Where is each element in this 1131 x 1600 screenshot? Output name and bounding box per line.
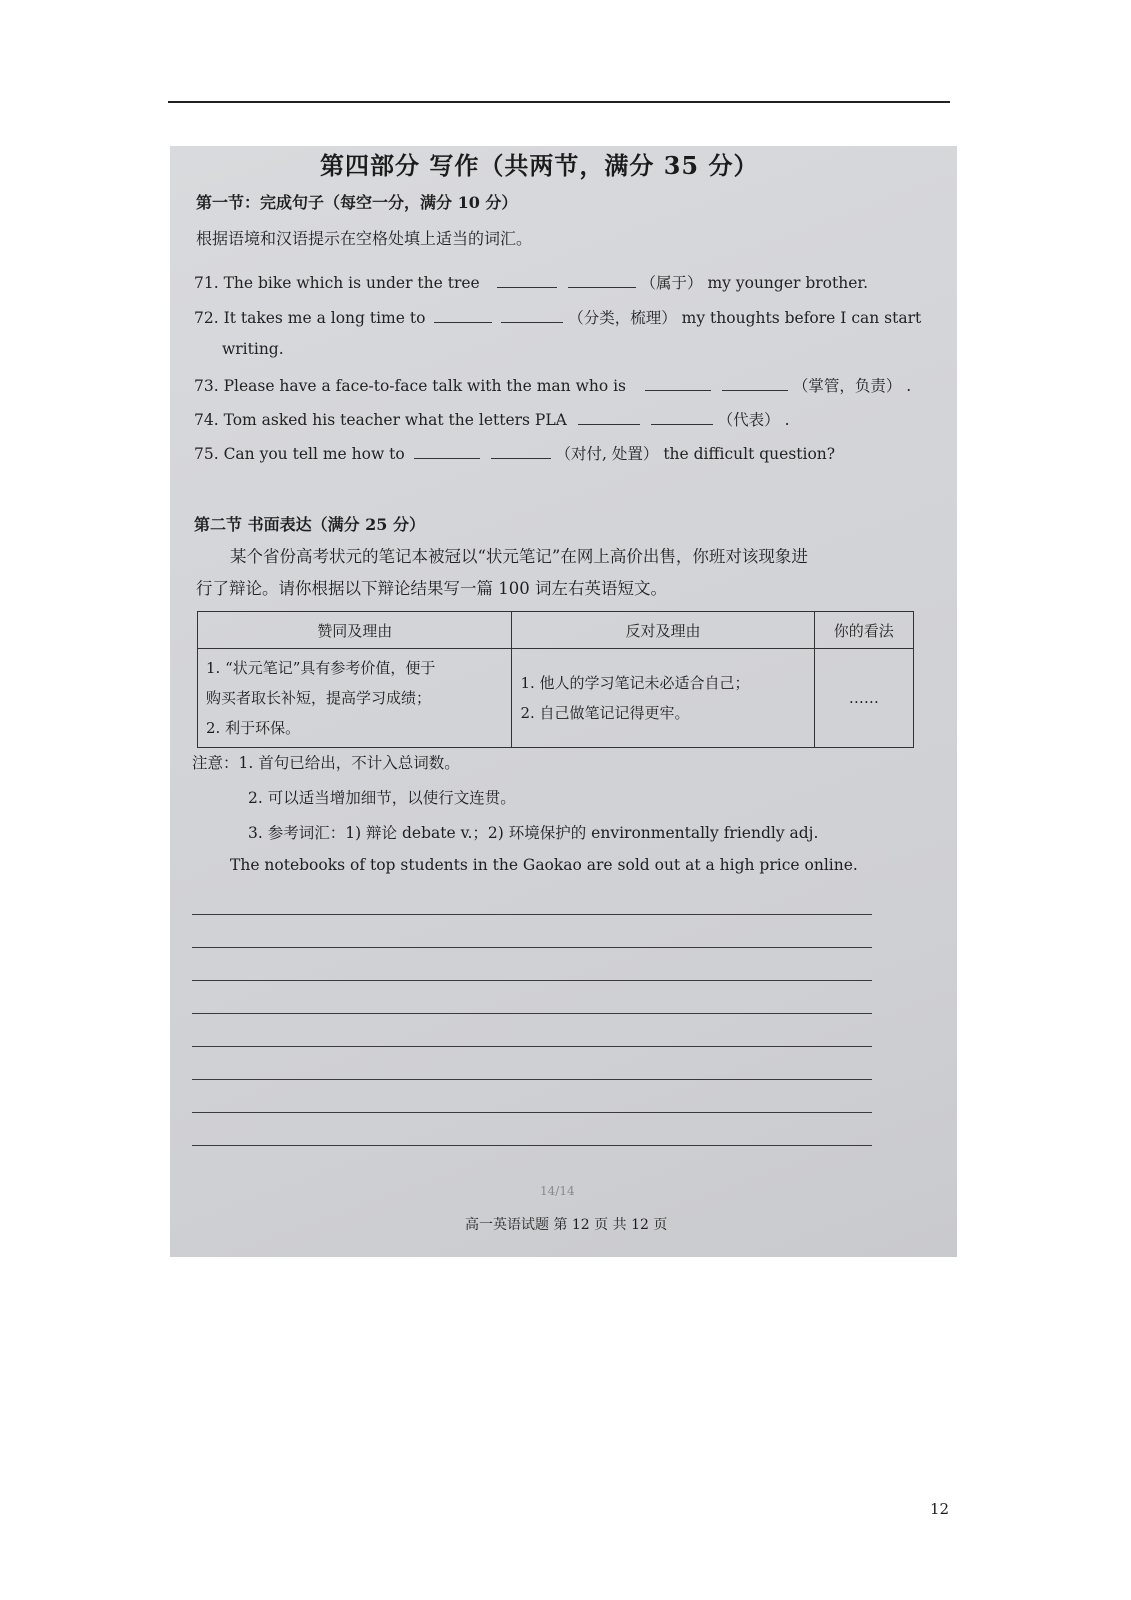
answer-blank[interactable] — [497, 273, 557, 288]
question-71: 71. The bike which is under the tree （属于） my younger brother. — [194, 274, 869, 292]
writing-line[interactable] — [192, 914, 872, 915]
exam-photo — [170, 146, 957, 1257]
writing-line[interactable] — [192, 1013, 872, 1014]
disagree-reasons: 1. 他人的学习笔记未必适合自己； 2. 自己做笔记记得更牢。 — [512, 649, 814, 748]
answer-blank[interactable] — [568, 273, 636, 288]
section1-title: 第一节：完成句子（每空一分，满分 10 分） — [196, 193, 518, 212]
writing-prompt-line2: 行了辩论。请你根据以下辩论结果写一篇 100 词左右英语短文。 — [196, 579, 667, 598]
section1-instruction: 根据语境和汉语提示在空格处填上适当的词汇。 — [196, 229, 533, 248]
faint-page-mark: 14/14 — [540, 1184, 575, 1198]
header-disagree: 反对及理由 — [512, 612, 814, 649]
part-title: 第四部分 写作（共两节，满分 35 分） — [320, 151, 759, 180]
agree-reasons: 1. “状元笔记”具有参考价值，便于 购买者取长补短，提高学习成绩； 2. 利于环保。 — [198, 649, 512, 748]
writing-line[interactable] — [192, 947, 872, 948]
note-3: 3. 参考词汇：1) 辩论 debate v.；2) 环境保护的 environmentally friendly adj. — [248, 824, 819, 842]
note-2: 2. 可以适当增加细节，以使行文连贯。 — [248, 789, 516, 807]
opinion-cell: …… — [814, 649, 913, 748]
answer-blank[interactable] — [434, 308, 492, 323]
writing-prompt-line1: 某个省份高考状元的笔记本被冠以“状元笔记”在网上高价出售，你班对该现象进 — [230, 547, 808, 566]
question-75: 75. Can you tell me how to （对付, 处置） the difficult question? — [194, 445, 836, 463]
exam-footer: 高一英语试题 第 12 页 共 12 页 — [465, 1217, 668, 1233]
writing-line[interactable] — [192, 1046, 872, 1047]
opening-sentence: The notebooks of top students in the Gaokao are sold out at a high price online. — [230, 856, 858, 874]
answer-blank[interactable] — [645, 376, 711, 391]
answer-blank[interactable] — [651, 410, 713, 425]
section2-title: 第二节 书面表达（满分 25 分） — [194, 515, 425, 534]
writing-line[interactable] — [192, 1145, 872, 1146]
answer-blank[interactable] — [414, 444, 480, 459]
writing-line[interactable] — [192, 980, 872, 981]
answer-blank[interactable] — [578, 410, 640, 425]
question-74: 74. Tom asked his teacher what the letters PLA （代表） . — [194, 411, 790, 429]
writing-line[interactable] — [192, 1079, 872, 1080]
page-number: 12 — [930, 1500, 950, 1518]
writing-line[interactable] — [192, 1112, 872, 1113]
question-72-continuation: writing. — [222, 340, 284, 358]
answer-blank[interactable] — [722, 376, 788, 391]
debate-table — [197, 611, 914, 748]
top-rule — [168, 101, 950, 103]
question-73: 73. Please have a face-to-face talk with the man who is （掌管，负责） . — [194, 377, 912, 395]
header-opinion: 你的看法 — [814, 612, 913, 649]
answer-blank[interactable] — [491, 444, 551, 459]
header-agree: 赞同及理由 — [198, 612, 512, 649]
answer-blank[interactable] — [501, 308, 563, 323]
note-1: 注意：1. 首句已给出，不计入总词数。 — [192, 754, 460, 772]
question-72: 72. It takes me a long time to （分类，梳理） my thoughts before I can start — [194, 309, 922, 327]
